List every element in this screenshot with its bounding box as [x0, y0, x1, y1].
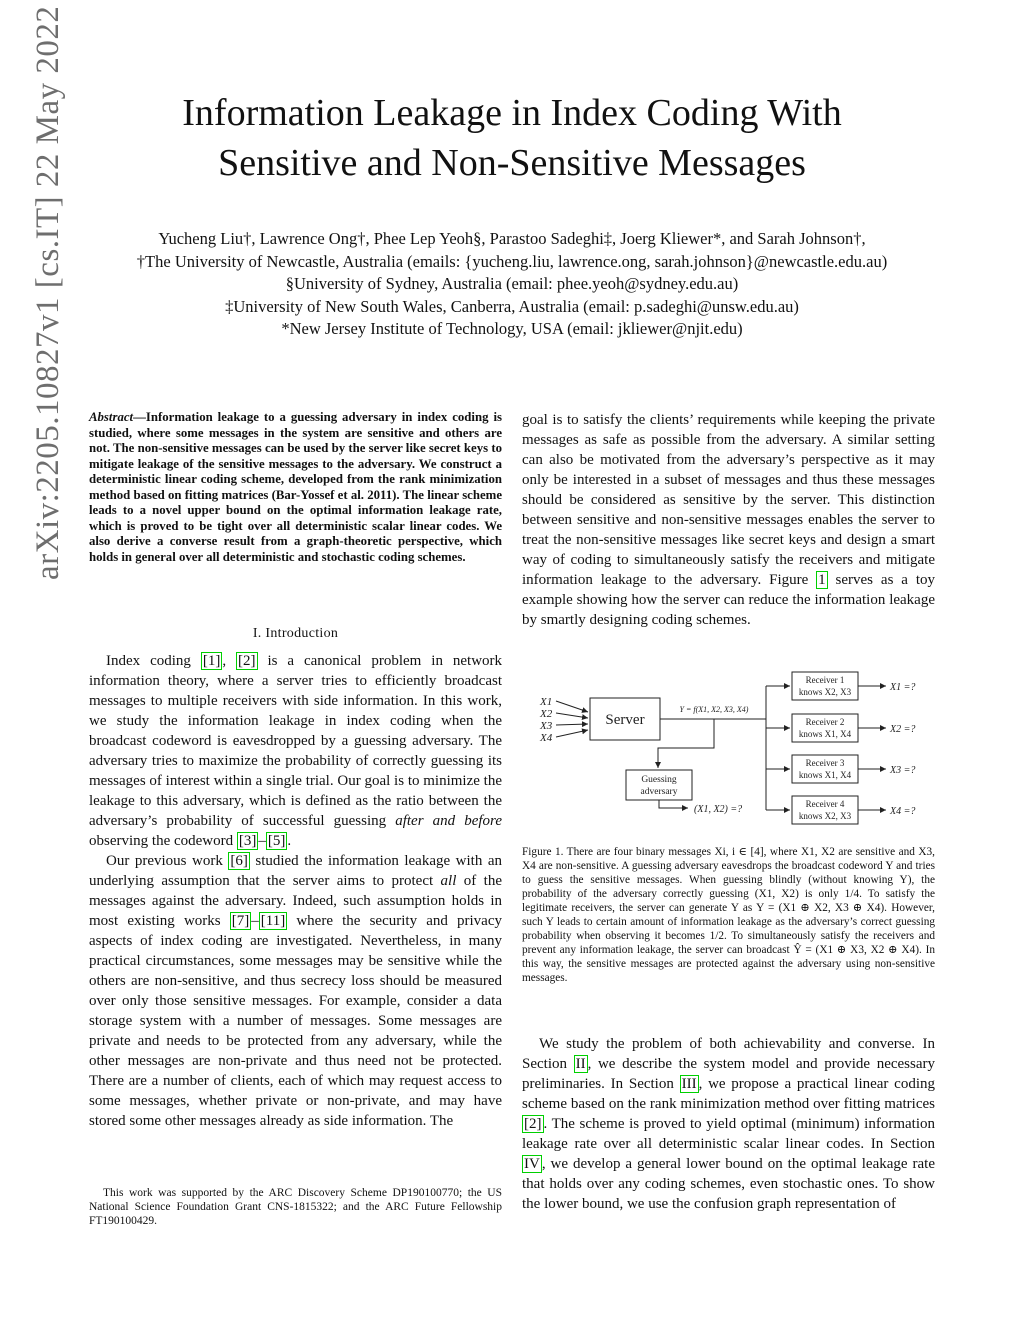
author-names: Yucheng Liu†, Lawrence Ong†, Phee Lep Yeoh§, Parastoo Sadeghi‡, Joerg Kliewer*, and Sarah Johnson†, — [158, 229, 866, 248]
affiliation-newcastle: †The University of Newcastle, Australia (emails: {yucheng.liu, lawrence.ong, sarah.johnson}@newcastle.edu.au) — [136, 251, 888, 271]
affiliation-sydney: §University of Sydney, Australia (email: phee.yeoh@sydney.edu.au) — [285, 274, 739, 293]
section-link[interactable]: II — [575, 1056, 586, 1072]
receiver-3-name: Receiver 3 — [805, 758, 845, 768]
adversary-link — [658, 719, 714, 768]
citation-link[interactable]: [6] — [230, 853, 248, 869]
title-line-1: Information Leakage in Index Coding With — [182, 92, 842, 134]
receiver-1-output: X1 =? — [890, 682, 916, 693]
citation-link[interactable]: [3] — [238, 833, 257, 849]
receiver-1 — [766, 672, 915, 700]
adversary-output-arrow — [659, 800, 688, 808]
text-run: where the security and privacy aspects of index coding are investigated. Nevertheless, in many practical circumstances, some messages may be sensitive while the others are non-sensitive, and thus secrecy loss should be measured over only those sensitive messages. For example, consider a data storage system with a number of messages. Some messages are private and needs to be protected from any adversary, while the other messages are non-private and thus need not be protected. There are a number of clients, each of which may request access to some messages, whether private or non-private, and may have stored some other messages already as side information. The — [89, 913, 502, 1129]
input-x1: X1 — [540, 696, 553, 708]
receiver-2 — [766, 714, 915, 742]
section-heading-introduction: I. Introduction — [252, 626, 339, 641]
receiver-4 — [766, 796, 915, 824]
text-run: is a canonical problem in network information theory, where a server tries to efficiently broadcast messages to multiple receivers with side information. In this work, we study the information leakage in index coding when the broadcast codeword is eavesdropped by a guessing adversary. The adversary tries to maximize the probability of correctly guessing its messages of interest within a single trial. Our goal is to minimize the leakage to this adversary, which is defined as the ratio between the adversary’s probability of successful guessing — [89, 653, 503, 829]
adversary-output: (X1, X2) =? — [694, 804, 743, 815]
text-run: . — [287, 833, 292, 849]
adversary-label-2: adversary — [640, 787, 678, 797]
adversary-label-1: Guessing — [641, 775, 677, 785]
figure-1-diagram — [528, 668, 928, 828]
intro-paragraph-2 — [89, 851, 502, 1131]
input-x3: X3 — [540, 720, 553, 732]
affiliation-unsw: ‡University of New South Wales, Canberra, Australia (email: p.sadeghi@unsw.edu.au) — [225, 296, 799, 316]
citation-link[interactable]: [11] — [260, 913, 286, 929]
text-run: observing the codeword — [89, 833, 237, 849]
input-x2: X2 — [540, 708, 553, 720]
text-run: . The scheme is proved to yield optimal (minimum) information leakage rate over all deterministic scalar linear codes. In Section — [522, 1116, 935, 1152]
introduction-body — [89, 651, 502, 1131]
author-block — [0, 228, 1024, 341]
text-run: , we describe the system model and provide necessary preliminaries. In Section — [522, 1056, 935, 1092]
text-run: We study the problem of both achievability and converse. In Section — [522, 1036, 935, 1072]
right-column-top — [522, 410, 935, 630]
text-run: Index coding — [106, 653, 201, 669]
receiver-1-knows: knows X2, X3 — [798, 687, 852, 697]
system-diagram — [528, 668, 928, 828]
intro-paragraph-1 — [89, 651, 502, 851]
section-link[interactable]: III — [681, 1076, 697, 1092]
paper-title — [0, 88, 1024, 188]
receiver-2-knows: knows X1, X4 — [798, 729, 852, 739]
abstract-lead: Abstract — [89, 410, 134, 424]
receiver-4-knows: knows X2, X3 — [798, 811, 852, 821]
outline-paragraph — [522, 1034, 935, 1214]
text-run: – — [251, 913, 259, 929]
figure-link[interactable]: 1 — [818, 572, 826, 588]
text-run: , we propose a practical linear coding scheme based on the rank minimization method over fitting matrices — [522, 1076, 935, 1112]
receiver-1-name: Receiver 1 — [805, 675, 845, 685]
abstract — [89, 410, 502, 565]
receiver-3-output: X3 =? — [890, 765, 916, 776]
affiliation-njit: *New Jersey Institute of Technology, USA (email: jkliewer@njit.edu) — [281, 319, 743, 338]
text-run: serves as a toy example showing how the server can reduce the information leakage by smartly designing coding schemes. — [522, 572, 935, 628]
receiver-4-name: Receiver 4 — [805, 799, 845, 809]
citation-link[interactable]: [5] — [267, 833, 286, 849]
citation-link[interactable]: [2] — [238, 653, 256, 669]
text-run: studied the information leakage with an underlying assumption that the server aims to protect — [89, 853, 502, 889]
funding-footnote: This work was supported by the ARC Discovery Scheme DP190100770; the US National Science Foundation Grant CNS-1815322; and the ARC Future Fellowship FT190100429. — [89, 1187, 502, 1227]
citation-link[interactable]: [7] — [231, 913, 250, 929]
abstract-text: —Information leakage to a guessing adversary in index coding is studied, where some messages in the system are sensitive and others are not. The non-sensitive messages can be used by the server like secret keys to mitigate leakage of the sensitive messages to the adversary. We construct a deterministic linear coding scheme, developed from the rank minimization method based on fitting matrices (Bar-Yossef et al. 2011). The linear scheme leads to a novel upper bound on the optimal information leakage rate, which is proved to be tight over all deterministic scalar linear codes. We also derive a converse result from a graph-theoretic perspective, which holds in general over all deterministic and stochastic coding schemes. — [89, 410, 502, 564]
receiver-3 — [766, 755, 915, 783]
emphasis-text: all — [440, 873, 457, 889]
text-run: , we develop a general lower bound on the optimal leakage rate that holds over any coding schemes, even stochastic ones. To show the lower bound, we use the confusion graph representation of — [522, 1156, 935, 1212]
receiver-4-output: X4 =? — [890, 806, 916, 817]
receiver-2-output: X2 =? — [890, 724, 916, 735]
input-x4: X4 — [540, 732, 553, 744]
text-run: – — [258, 833, 266, 849]
arxiv-sidebar-stamp: arXiv:2205.10827v1 [cs.IT] 22 May 2022 — [30, 5, 66, 580]
text-run: Our previous work — [106, 853, 229, 869]
receiver-2-name: Receiver 2 — [805, 717, 845, 727]
right-column-bottom — [522, 1034, 935, 1214]
codeword-label: Y = f(X1, X2, X3, X4) — [679, 705, 749, 714]
text-run: goal is to satisfy the clients’ requirements while keeping the private messages as safe as possible from the adversary. A similar setting can also be motivated from the adversary’s perspective as it may only be interested in a subset of messages and thus these messages should be considered as sensitive by the server. This distinction between sensitive and non-sensitive messages enables the server to treat the non-sensitive messages like secret keys and design a smart way of coding to simultaneously satisfy the receivers and mitigate information leakage to the adversary. Figure — [522, 412, 935, 588]
input-labels — [539, 696, 553, 744]
text-run: , — [222, 653, 237, 669]
receiver-3-knows: knows X1, X4 — [798, 770, 852, 780]
input-arrows — [556, 701, 588, 737]
citation-link[interactable]: [1] — [202, 653, 221, 669]
server-label: Server — [605, 712, 645, 728]
figure-1-caption: Figure 1. There are four binary messages Xi, i ∈ [4], where X1, X2 are sensitive and X3, X4 are non-sensitive. A guessing adversary eavesdrops the broadcast codeword Y and tries to guess the sensitive messages. When guessing blindly (without knowing Y), the probability of the adversary correctly guessing (X1, X2) is only 1/4. To satisfy the legitimate receivers, the server can generate Y as Y = (X1 ⊕ X2, X3 ⊕ X4). However, such Y leads to certain amount of information leakage as the adversary’s correct guessing probability when observing it becomes 1/2. To simultaneously satisfy the receivers and prevent any information leakage, the server can broadcast Ŷ = (X1 ⊕ X3, X2 ⊕ X4). In this way, the sensitive messages are protected against the adversary using non-sensitive messages. — [522, 846, 935, 984]
section-link[interactable]: IV — [524, 1156, 540, 1172]
text-run: of the messages against the adversary. Indeed, such assumption holds in most existing works — [89, 873, 502, 929]
title-line-2: Sensitive and Non-Sensitive Messages — [218, 142, 806, 184]
citation-link[interactable]: [2] — [524, 1116, 542, 1132]
emphasis-text: after and before — [395, 813, 502, 829]
